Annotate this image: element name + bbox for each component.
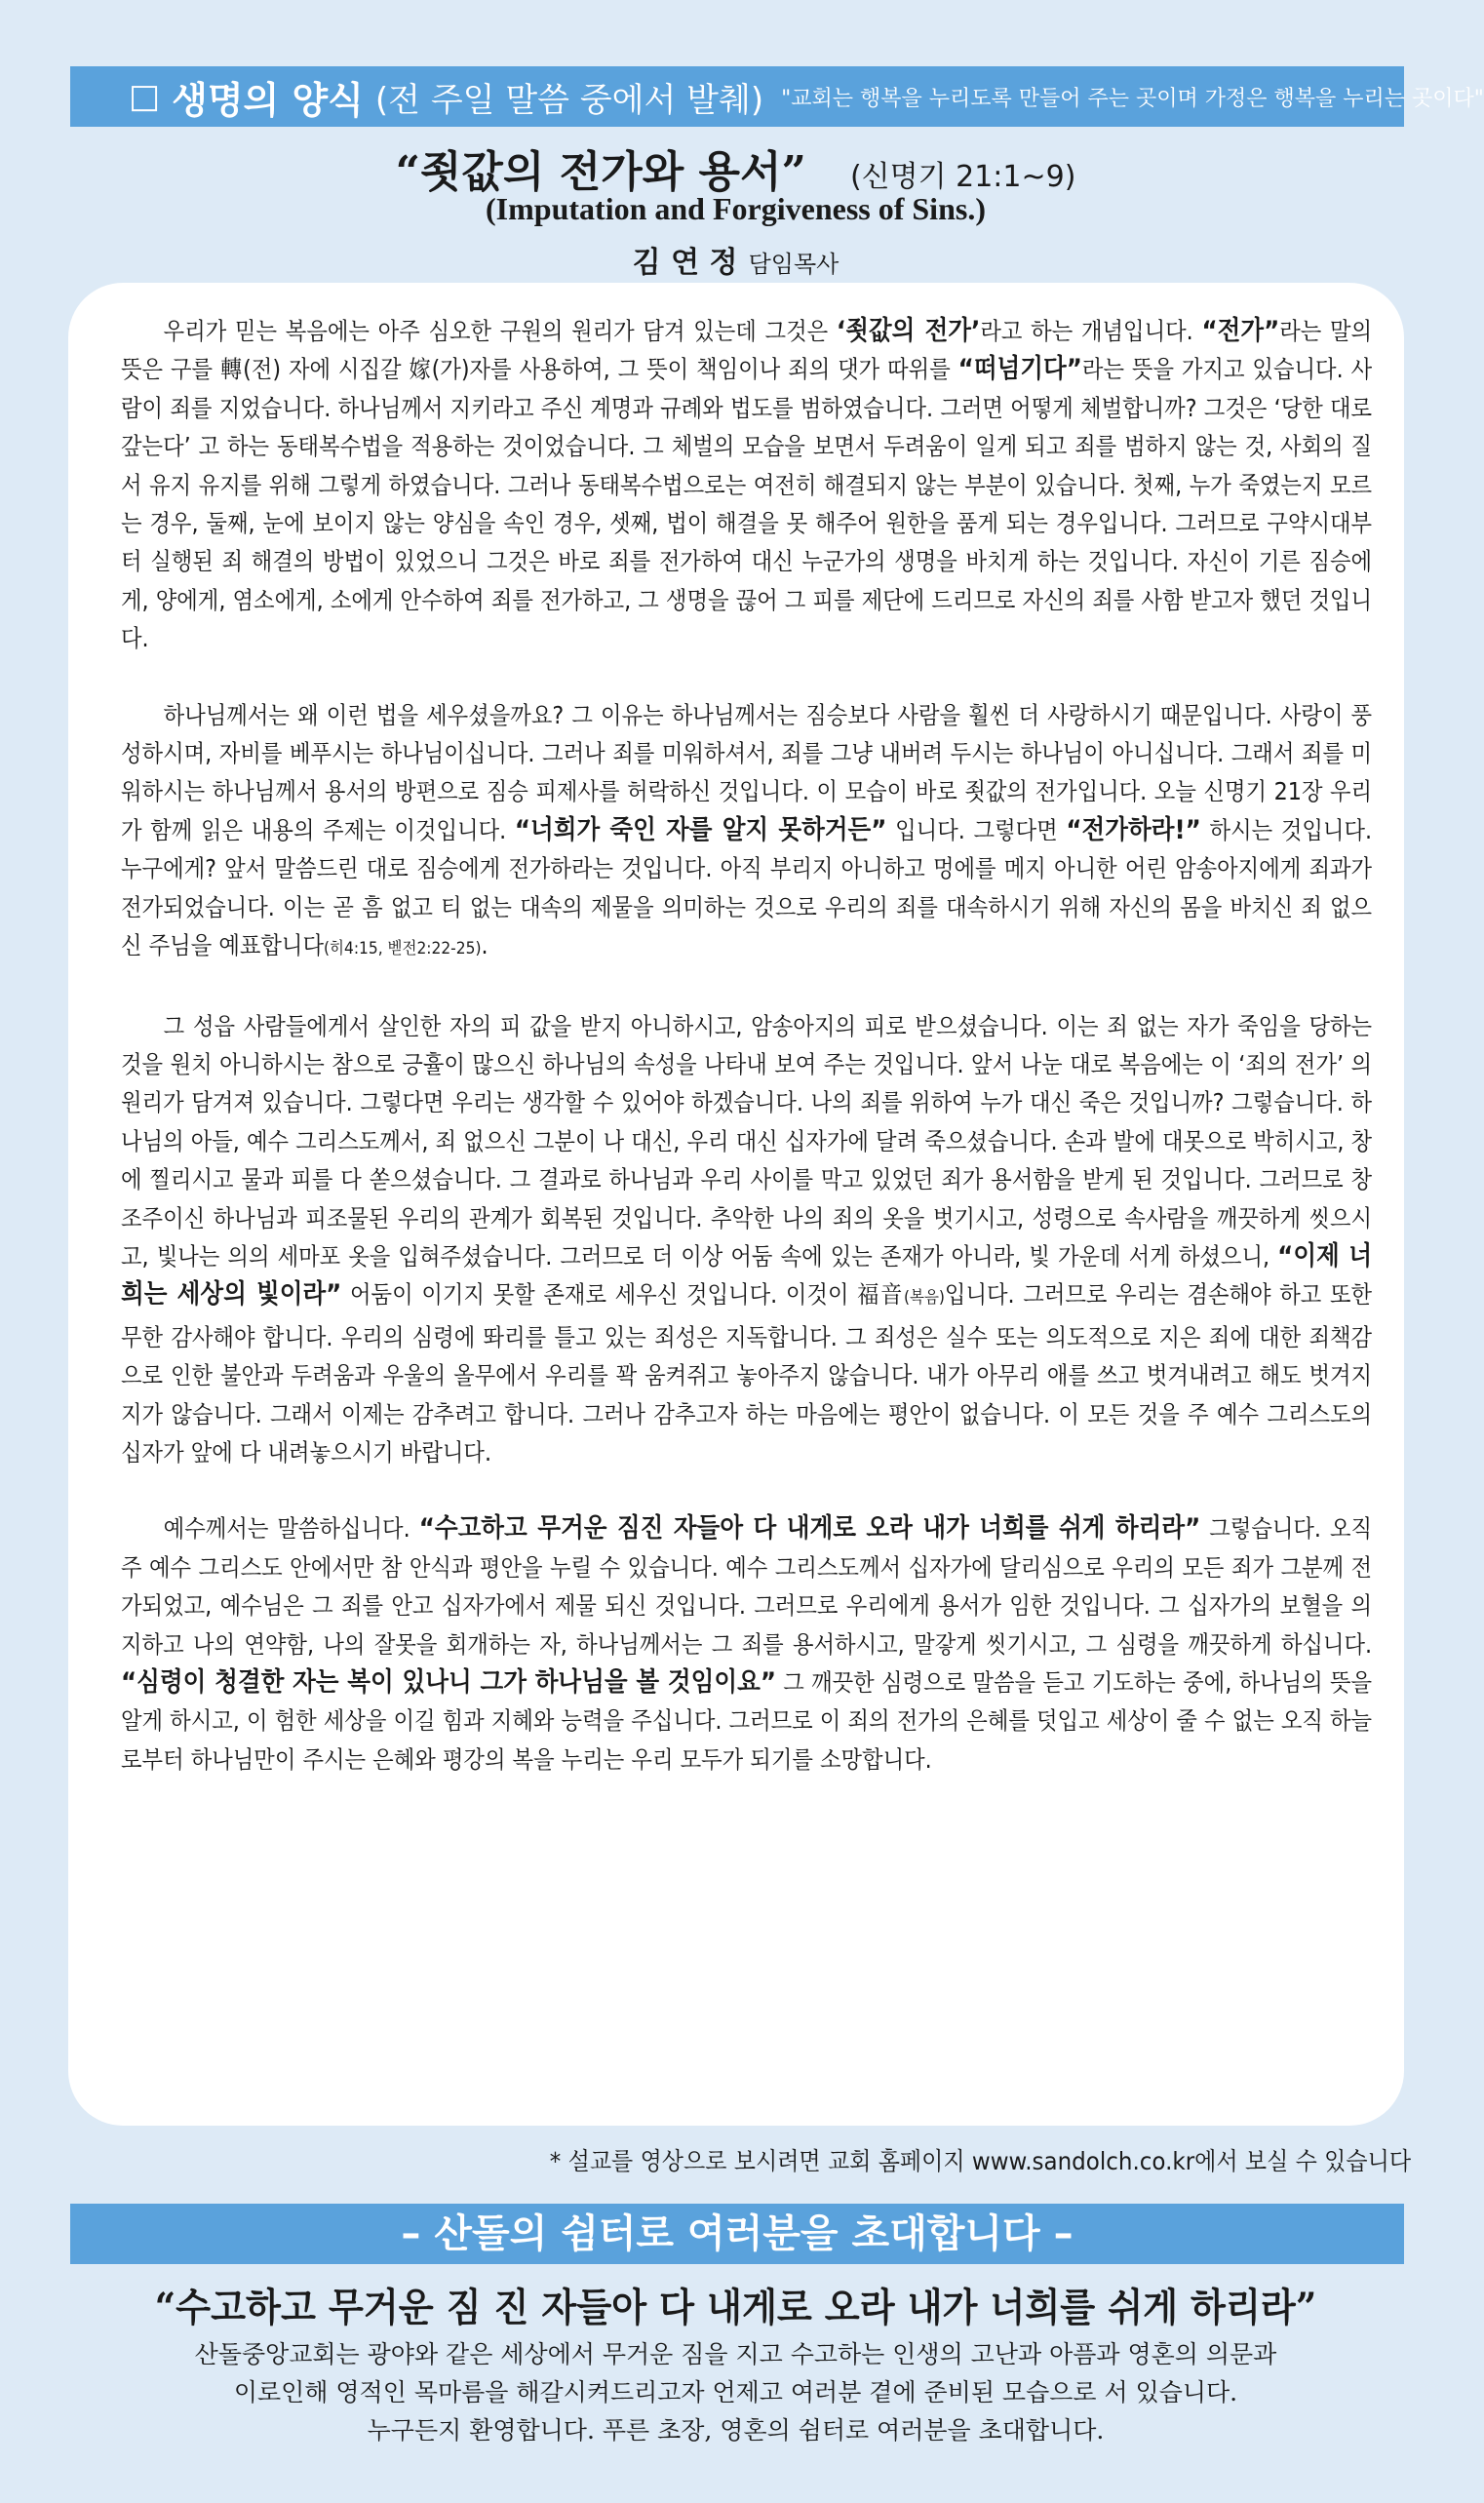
sermon-title: “죗값의 전가와 용서”: [395, 147, 806, 197]
sermon-paragraph: 하나님께서는 왜 이런 법을 세우셨을까요? 그 이유는 하나님께서는 짐승보다 사람을 훨씬 더 사랑하시기 때문입니다. 사랑이 풍성하시며, 자비를 베푸시는 하나님이십니다. 그러나 죄를 미워하셔서, 죄를 그냥 내버려 두시는 하나님이 아니십니다. 그래서 죄를 미워하시는 하나님께서 용서의 방편으로 짐승 피제사를 허락하신 것입니다. 이 모습이 바로 죗값의 전가입니다. 오늘 신명기 21장 우리가 함께 읽은 내용의 주제는 이것입니다. “너희가 죽인 자를 알지 못하거든” 입니다. 그렇다면 “전가하라!” 하시는 것입니다. 누구에게? 앞서 말씀드린 대로 짐승에게 전가하라는 것입니다. 아직 부리지 아니하고 멍에를 메지 아니한 어린 암송아지에게 죄과가 전가되었습니다. 이는 곧 흠 없고 티 없는 대속의 제물을 의미하는 것으로 우리의 죄를 대속하시기 위해 자신의 몸을 바치신 죄 없으신 주님을 예표합니다(히4:15, 벧전2:22-25).: [121, 700, 1373, 960]
section-header-bar: [70, 66, 1484, 127]
emphasized-quote: ‘죗값의 전가’: [836, 316, 981, 346]
english-title: (Imputation and Forgiveness of Sins.): [486, 191, 986, 226]
emphasized-quote: “떠넘기다”: [957, 354, 1082, 385]
section-title: 생명의 양식: [172, 78, 364, 122]
sermon-body-card: [68, 283, 1404, 2126]
emphasized-quote: “너희가 죽인 자를 알지 못하거든”: [514, 814, 887, 845]
emphasized-quote: “수고하고 무거운 짐진 자들아 다 내게로 오라 내가 너희를 쉬게 하리라”: [418, 1513, 1201, 1545]
sermon-paragraph: 그 성읍 사람들에게서 살인한 자의 피 값을 받지 아니하시고, 암송아지의 피로 받으셨습니다. 이는 죄 없는 자가 죽임을 당하는 것을 원치 아니하시는 참으로 긍휼이 많으신 하나님의 속성을 나타내 보여 주는 것입니다. 앞서 나눈 대로 복음에는 이 ‘죄의 전가’ 의 원리가 담겨져 있습니다. 그렇다면 우리는 생각할 수 있어야 하겠습니다. 나의 죄를 위하여 누가 대신 죽은 것입니까? 그렇습니다. 하나님의 아들, 예수 그리스도께서, 죄 없으신 그분이 나 대신, 우리 대신 십자가에 달려 죽으셨습니다. 손과 발에 대못으로 박히시고, 창에 찔리시고 물과 피를 다 쏟으셨습니다. 그 결과로 하나님과 우리 사이를 막고 있었던 죄가 용서함을 받게 된 것입니다. 그러므로 창조주이신 하나님과 피조물된 우리의 관계가 회복된 것입니다. 추악한 나의 죄의 옷을 벗기시고, 성령으로 속사람을 깨끗하게 씻으시고, 빛나는 의의 세마포 옷을 입혀주셨습니다. 그러므로 더 이상 어둠 속에 있는 존재가 아니라, 빛 가운데 서게 하셨으니, “이제 너희는 세상의 빛이라” 어둠이 이기지 못할 존재로 세우신 것입니다. 이것이 福音(복음)입니다. 그러므로 우리는 겸손해야 하고 또한 무한 감사해야 합니다. 우리의 심령에 똬리를 틀고 있는 죄성은 지독합니다. 그 죄성은 실수 또는 의도적으로 지은 죄에 대한 죄책감으로 인한 불안과 두려움과 우울의 올무에서 우리를 꽉 움켜쥐고 놓아주지 않습니다. 내가 아무리 애를 쓰고 벗겨내려고 해도 벗겨지지가 않습니다. 그래서 이제는 감추려고 합니다. 그러나 감추고자 하는 마음에는 평안이 없습니다. 이 모든 것을 주 예수 그리스도의 십자가 앞에 다 내려놓으시기 바랍니다.: [121, 1011, 1373, 1467]
sermon-paragraph: 예수께서는 말씀하십니다. “수고하고 무거운 짐진 자들아 다 내게로 오라 내가 너희를 쉬게 하리라” 그렇습니다. 오직 주 예수 그리스도 안에서만 참 안식과 평안을 누릴 수 있습니다. 예수 그리스도께서 십자가에 달리심으로 우리의 모든 죄가 그분께 전가되었고, 예수님은 그 죄를 안고 십자가에서 제물 되신 것입니다. 그러므로 우리에게 용서가 임한 것입니다. 그 십자가의 보혈을 의지하고 나의 연약함, 나의 잘못을 회개하는 자, 하나님께서는 그 죄를 용서하시고, 말갛게 씻기시고, 그 심령을 깨끗하게 하십니다. “심령이 청결한 자는 복이 있나니 그가 하나님을 볼 것임이요” 그 깨끗한 심령으로 말씀을 듣고 기도하는 중에, 하나님의 뜻을 알게 하시고, 이 험한 세상을 이길 힘과 지혜와 능력을 주십니다. 그러므로 이 죄의 전가의 은혜를 덧입고 세상이 줄 수 없는 오직 하늘로부터 하나님만이 주시는 은혜와 평강의 복을 누리는 우리 모두가 되기를 소망합니다.: [121, 1513, 1373, 1774]
church-motto: "교회는 행복을 누리도록 만들어 주는 곳이며 가정은 행복을 누리는 곳이다": [781, 86, 1484, 111]
invite-line: 산돌중앙교회는 광야와 같은 세상에서 무거운 짐을 지고 수고하는 인생의 고난과 아픔과 영혼의 의문과: [194, 2340, 1277, 2368]
author-row: [0, 238, 1471, 281]
author-title: 담임목사: [748, 251, 840, 278]
bible-reference: (복음): [903, 1288, 945, 1309]
sermon-paragraph: 우리가 믿는 복음에는 아주 심오한 구원의 원리가 담겨 있는데 그것은 ‘죗값의 전가’라고 하는 개념입니다. “전가”라는 말의 뜻은 구를 轉(전) 자에 시집갈 嫁(가)자를 사용하여, 그 뜻이 책임이나 죄의 댓가 따위를 “떠넘기다”라는 뜻을 가지고 있습니다. 사람이 죄를 지었습니다. 하나님께서 지키라고 주신 계명과 규례와 법도를 범하였습니다. 그러면 어떻게 체벌합니까? 그것은 ‘당한 대로 갚는다’ 고 하는 동태복수법을 적용하는 것이었습니다. 그 체벌의 모습을 보면서 두려움이 일게 되고 죄를 범하지 않는 것, 사회의 질서 유지 유지를 위해 그렇게 하였습니다. 그러나 동태복수법으로는 여전히 해결되지 않는 부분이 있습니다. 첫째, 누가 죽였는지 모르는 경우, 둘째, 눈에 보이지 않는 양심을 속인 경우, 셋째, 법이 해결을 못 해주어 원한을 품게 되는 경우입니다. 그러므로 구약시대부터 실행된 죄 해결의 방법이 있었으니 그것은 바로 죄를 전가하여 대신 누군가의 생명을 바치게 하는 것입니다. 자신이 기른 짐승에게, 양에게, 염소에게, 소에게 안수하여 죄를 전가하고, 그 생명을 끊어 그 피를 제단에 드리므로 자신의 죄를 사함 받고자 했던 것입니다.: [121, 316, 1373, 653]
invite-quote: “수고하고 무거운 짐 진 자들아 다 내게로 오라 내가 너희를 쉬게 하리라”: [154, 2285, 1317, 2330]
emphasized-quote: “전가하라!”: [1066, 814, 1201, 845]
checkbox-square-icon: □: [129, 77, 161, 116]
invite-line: 누구든지 환영합니다. 푸른 초장, 영혼의 쉼터로 여러분을 초대합니다.: [367, 2416, 1105, 2444]
invite-text: [0, 2335, 1471, 2449]
video-note: * 설교를 영상으로 보시려면 교회 홈페이지 www.sandolch.co.kr에서 보실 수 있습니다: [549, 2147, 1411, 2175]
emphasized-quote: “이제 너희는 세상의 빛이라”: [121, 1240, 1373, 1310]
section-subtitle: (전 주일 말씀 중에서 발췌): [374, 80, 764, 120]
sermon-title-row: [0, 137, 1471, 199]
scripture-reference: (신명기 21:1~9): [849, 160, 1076, 194]
invite-bar: – 산돌의 쉼터로 여러분을 초대합니다 –: [70, 2204, 1404, 2264]
invite-line: 이로인해 영적인 목마름을 해갈시켜드리고자 언제고 여러분 곁에 준비된 모습으로 서 있습니다.: [233, 2378, 1238, 2406]
emphasized-quote: “심령이 청결한 자는 복이 있나니 그가 하나님을 볼 것임이요”: [121, 1667, 776, 1698]
bible-reference: (히4:15, 벧전2:22-25): [324, 939, 482, 959]
emphasized-quote: “전가”: [1201, 316, 1280, 346]
author-name: 김 연 정: [632, 246, 738, 280]
